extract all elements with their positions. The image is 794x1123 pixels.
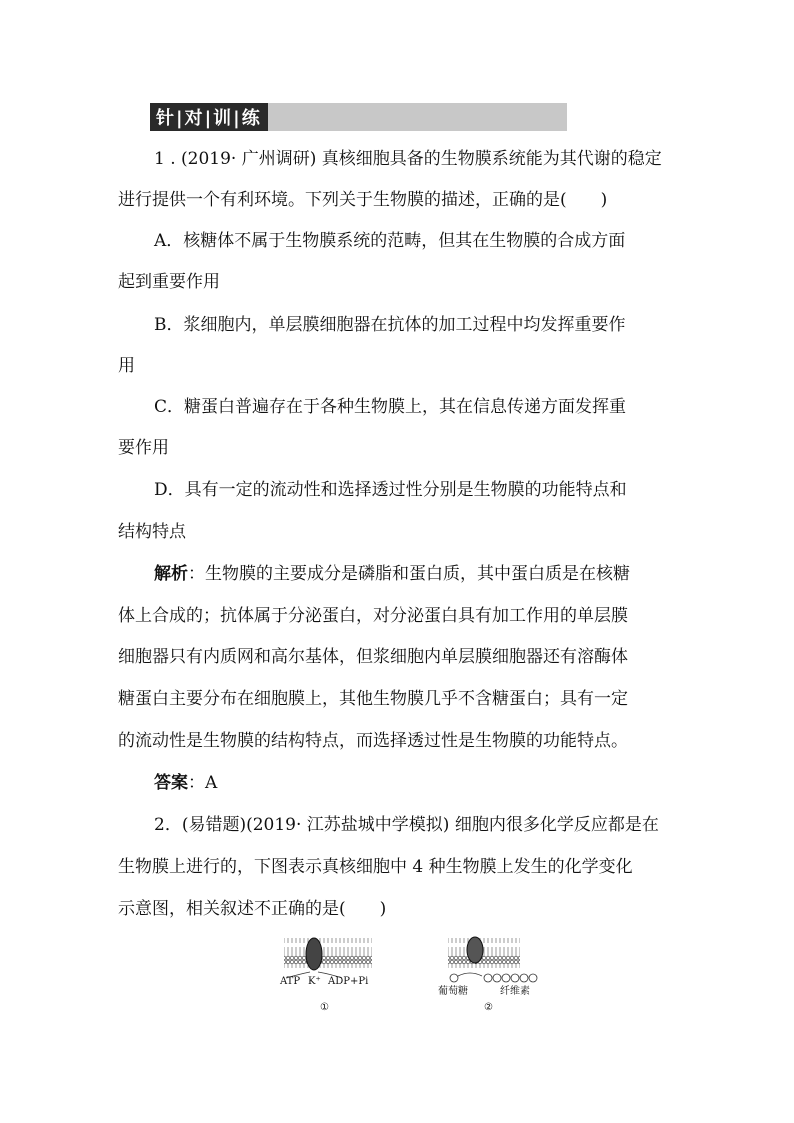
adp-label: ADP+Pi bbox=[328, 976, 369, 987]
q1-option-a: A．核糖体不属于生物膜系统的范畴，但其在生物膜的合成方面 bbox=[154, 231, 626, 251]
enzyme-protein bbox=[467, 937, 483, 963]
k-label: K⁺ bbox=[308, 976, 321, 987]
section-header-title: 针|对|训|练 bbox=[150, 103, 268, 131]
lipid-bilayer-1 bbox=[284, 938, 372, 968]
q2-line-1: 2．(易错题)(2019· 江苏盐城中学模拟) 细胞内很多化学反应都是在 bbox=[154, 815, 659, 835]
q1-option-c: C．糖蛋白普遍存在于各种生物膜上，其在信息传递方面发挥重 bbox=[154, 397, 627, 417]
q1-analysis-line-3: 细胞器只有内质网和高尔基体，但浆细胞内单层膜细胞器还有溶酶体 bbox=[118, 647, 628, 667]
q1-analysis-line-5: 的流动性是生物膜的结构特点，而选择透过性是生物膜的功能特点。 bbox=[118, 731, 628, 751]
figure-2-number: ② bbox=[484, 1002, 493, 1013]
synthesis-arrow bbox=[458, 973, 482, 976]
lipid-bilayer-2 bbox=[448, 938, 520, 968]
q1-analysis-line-4: 糖蛋白主要分布在细胞膜上，其他生物膜几乎不含糖蛋白；具有一定 bbox=[118, 689, 628, 709]
cellulose-unit-icon bbox=[493, 974, 501, 982]
answer-label: 答案 bbox=[154, 773, 188, 793]
cellulose-unit-icon bbox=[484, 974, 492, 982]
glucose-label: 葡萄糖 bbox=[438, 986, 468, 997]
q1-option-a-cont: 起到重要作用 bbox=[118, 272, 220, 292]
cellulose-unit-icon bbox=[511, 974, 519, 982]
cellulose-unit-icon bbox=[529, 974, 537, 982]
glucose-icon bbox=[450, 974, 458, 982]
figure-1-number: ① bbox=[320, 1002, 329, 1013]
q1-line-1: 1 . (2019· 广州调研) 真核细胞具备的生物膜系统能为其代谢的稳定 bbox=[154, 149, 662, 169]
q1-analysis bbox=[154, 566, 630, 583]
answer-value: ：A bbox=[188, 773, 218, 793]
q1-answer bbox=[154, 775, 217, 792]
q1-option-c-cont: 要作用 bbox=[118, 438, 169, 458]
figure-2 bbox=[438, 937, 537, 1013]
q2-line-2: 生物膜上进行的，下图表示真核细胞中 4 种生物膜上发生的化学变化 bbox=[118, 857, 633, 877]
q1-option-d: D．具有一定的流动性和选择透过性分别是生物膜的功能特点和 bbox=[154, 480, 627, 500]
q1-option-b-cont: 用 bbox=[118, 356, 135, 376]
cellulose-label: 纤维素 bbox=[500, 986, 530, 997]
section-header bbox=[150, 103, 567, 131]
analysis-label: 解析 bbox=[154, 564, 188, 584]
q1-line-2: 进行提供一个有利环境。下列关于生物膜的描述，正确的是( ) bbox=[118, 190, 608, 210]
figure-1 bbox=[279, 938, 372, 1013]
cellulose-unit-icon bbox=[502, 974, 510, 982]
q1-option-b: B．浆细胞内，单层膜细胞器在抗体的加工过程中均发挥重要作 bbox=[154, 315, 626, 335]
cellulose-unit-icon bbox=[520, 974, 528, 982]
q1-option-d-cont: 结构特点 bbox=[118, 522, 186, 542]
q2-line-3: 示意图，相关叙述不正确的是( ) bbox=[118, 899, 387, 919]
section-header-bar bbox=[268, 103, 567, 131]
atp-label: ATP bbox=[280, 976, 301, 987]
q1-analysis-line-2: 体上合成的；抗体属于分泌蛋白，对分泌蛋白具有加工作用的单层膜 bbox=[118, 606, 628, 626]
transport-protein bbox=[306, 938, 322, 970]
membrane-figure bbox=[270, 930, 570, 1020]
analysis-text: ：生物膜的主要成分是磷脂和蛋白质，其中蛋白质是在核糖 bbox=[188, 564, 630, 584]
